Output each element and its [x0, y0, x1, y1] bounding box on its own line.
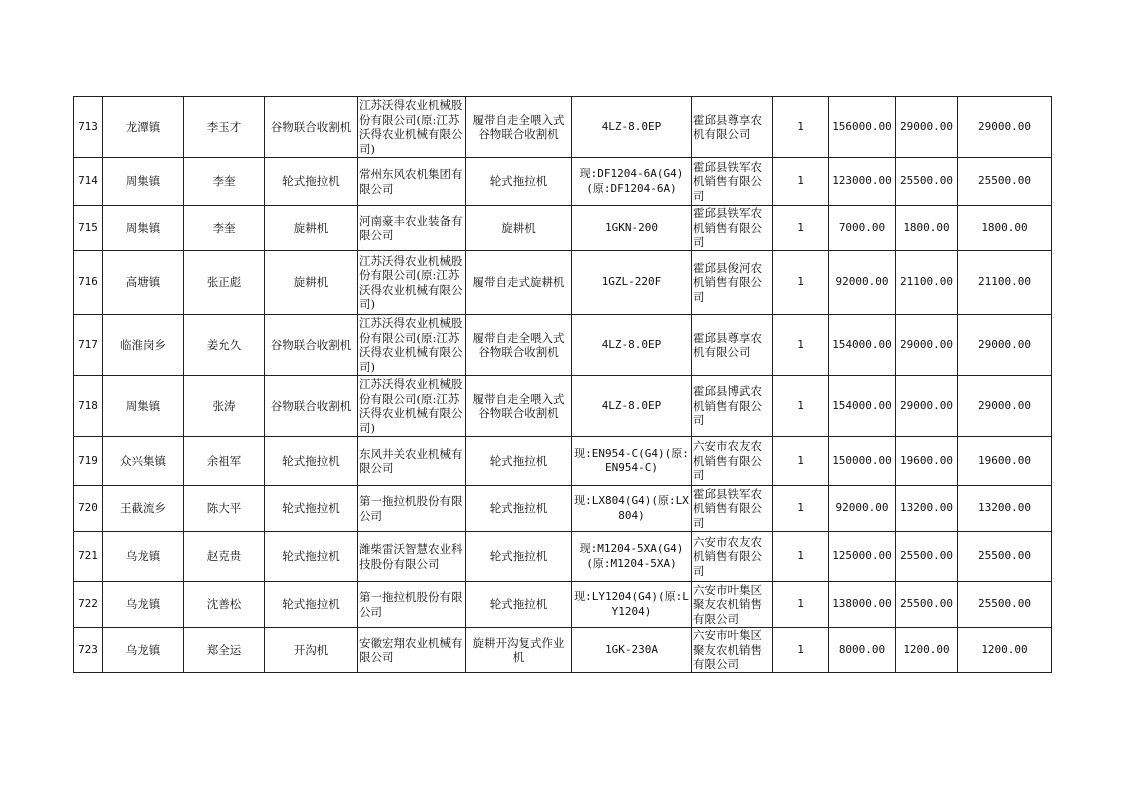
- product-name-cell: 轮式拖拉机: [466, 437, 572, 486]
- dealer-cell: 霍邱县铁军农机销售有限公司: [692, 206, 773, 251]
- product-name-cell: 轮式拖拉机: [466, 158, 572, 206]
- price-cell: 154000.00: [829, 376, 896, 437]
- buyer-cell: 郑全运: [184, 628, 265, 673]
- subsidy-cell: 1200.00: [896, 628, 958, 673]
- table-row: [74, 582, 1052, 628]
- row-number: 720: [74, 486, 103, 532]
- table-row: [74, 97, 1052, 158]
- model-cell: 现:DF1204-6A(G4)(原:DF1204-6A): [572, 158, 692, 206]
- subsidy-cell: 21100.00: [896, 251, 958, 315]
- row-number: 716: [74, 251, 103, 315]
- buyer-cell: 姜允久: [184, 315, 265, 376]
- table-row: [74, 532, 1052, 582]
- category-cell: 轮式拖拉机: [265, 437, 358, 486]
- total-subsidy-cell: 1200.00: [958, 628, 1052, 673]
- buyer-cell: 余祖军: [184, 437, 265, 486]
- row-number: 721: [74, 532, 103, 582]
- subsidy-cell: 1800.00: [896, 206, 958, 251]
- table-row: [74, 437, 1052, 486]
- total-subsidy-cell: 29000.00: [958, 376, 1052, 437]
- quantity-cell: 1: [773, 376, 829, 437]
- buyer-cell: 赵克贵: [184, 532, 265, 582]
- price-cell: 92000.00: [829, 486, 896, 532]
- town-cell: 王截流乡: [103, 486, 184, 532]
- buyer-cell: 李奎: [184, 206, 265, 251]
- price-cell: 154000.00: [829, 315, 896, 376]
- category-cell: 轮式拖拉机: [265, 486, 358, 532]
- table-row: [74, 628, 1052, 673]
- manufacturer-cell: 安徽宏翔农业机械有限公司: [358, 628, 466, 673]
- price-cell: 138000.00: [829, 582, 896, 628]
- manufacturer-cell: 东风井关农业机械有限公司: [358, 437, 466, 486]
- model-cell: 4LZ-8.0EP: [572, 376, 692, 437]
- total-subsidy-cell: 13200.00: [958, 486, 1052, 532]
- table-row: [74, 315, 1052, 376]
- subsidy-cell: 25500.00: [896, 582, 958, 628]
- total-subsidy-cell: 25500.00: [958, 532, 1052, 582]
- subsidy-cell: 25500.00: [896, 532, 958, 582]
- subsidy-cell: 29000.00: [896, 97, 958, 158]
- subsidy-table: [73, 96, 1052, 673]
- manufacturer-cell: 潍柴雷沃智慧农业科技股份有限公司: [358, 532, 466, 582]
- quantity-cell: 1: [773, 158, 829, 206]
- product-name-cell: 轮式拖拉机: [466, 532, 572, 582]
- row-number: 715: [74, 206, 103, 251]
- subsidy-cell: 19600.00: [896, 437, 958, 486]
- price-cell: 7000.00: [829, 206, 896, 251]
- category-cell: 开沟机: [265, 628, 358, 673]
- town-cell: 临淮岗乡: [103, 315, 184, 376]
- product-name-cell: 轮式拖拉机: [466, 582, 572, 628]
- manufacturer-cell: 江苏沃得农业机械股份有限公司(原:江苏沃得农业机械有限公司): [358, 97, 466, 158]
- price-cell: 123000.00: [829, 158, 896, 206]
- model-cell: 现:M1204-5XA(G4)(原:M1204-5XA): [572, 532, 692, 582]
- price-cell: 125000.00: [829, 532, 896, 582]
- manufacturer-cell: 第一拖拉机股份有限公司: [358, 582, 466, 628]
- dealer-cell: 霍邱县尊享农机有限公司: [692, 315, 773, 376]
- model-cell: 4LZ-8.0EP: [572, 97, 692, 158]
- subsidy-cell: 13200.00: [896, 486, 958, 532]
- buyer-cell: 陈大平: [184, 486, 265, 532]
- town-cell: 乌龙镇: [103, 582, 184, 628]
- product-name-cell: 旋耕开沟复式作业机: [466, 628, 572, 673]
- manufacturer-cell: 江苏沃得农业机械股份有限公司(原:江苏沃得农业机械有限公司): [358, 315, 466, 376]
- price-cell: 150000.00: [829, 437, 896, 486]
- dealer-cell: 六安市农友农机销售有限公司: [692, 437, 773, 486]
- model-cell: 1GK-230A: [572, 628, 692, 673]
- buyer-cell: 李玉才: [184, 97, 265, 158]
- row-number: 713: [74, 97, 103, 158]
- row-number: 717: [74, 315, 103, 376]
- dealer-cell: 霍邱县博武农机销售有限公司: [692, 376, 773, 437]
- buyer-cell: 沈善松: [184, 582, 265, 628]
- model-cell: 1GKN-200: [572, 206, 692, 251]
- price-cell: 8000.00: [829, 628, 896, 673]
- category-cell: 轮式拖拉机: [265, 532, 358, 582]
- total-subsidy-cell: 29000.00: [958, 97, 1052, 158]
- product-name-cell: 履带自走式旋耕机: [466, 251, 572, 315]
- quantity-cell: 1: [773, 628, 829, 673]
- buyer-cell: 张正彪: [184, 251, 265, 315]
- manufacturer-cell: 第一拖拉机股份有限公司: [358, 486, 466, 532]
- row-number: 723: [74, 628, 103, 673]
- quantity-cell: 1: [773, 206, 829, 251]
- category-cell: 谷物联合收割机: [265, 376, 358, 437]
- subsidy-cell: 29000.00: [896, 376, 958, 437]
- dealer-cell: 六安市叶集区聚友农机销售有限公司: [692, 582, 773, 628]
- manufacturer-cell: 河南豪丰农业装备有限公司: [358, 206, 466, 251]
- dealer-cell: 霍邱县铁军农机销售有限公司: [692, 158, 773, 206]
- dealer-cell: 六安市叶集区聚友农机销售有限公司: [692, 628, 773, 673]
- total-subsidy-cell: 1800.00: [958, 206, 1052, 251]
- model-cell: 4LZ-8.0EP: [572, 315, 692, 376]
- product-name-cell: 履带自走全喂入式谷物联合收割机: [466, 97, 572, 158]
- quantity-cell: 1: [773, 532, 829, 582]
- manufacturer-cell: 江苏沃得农业机械股份有限公司(原:江苏沃得农业机械有限公司): [358, 376, 466, 437]
- buyer-cell: 李奎: [184, 158, 265, 206]
- subsidy-cell: 29000.00: [896, 315, 958, 376]
- product-name-cell: 轮式拖拉机: [466, 486, 572, 532]
- town-cell: 乌龙镇: [103, 628, 184, 673]
- table-row: [74, 376, 1052, 437]
- town-cell: 高塘镇: [103, 251, 184, 315]
- quantity-cell: 1: [773, 251, 829, 315]
- row-number: 722: [74, 582, 103, 628]
- price-cell: 92000.00: [829, 251, 896, 315]
- town-cell: 周集镇: [103, 376, 184, 437]
- model-cell: 1GZL-220F: [572, 251, 692, 315]
- dealer-cell: 六安市农友农机销售有限公司: [692, 532, 773, 582]
- model-cell: 现:LY1204(G4)(原:LY1204): [572, 582, 692, 628]
- quantity-cell: 1: [773, 486, 829, 532]
- manufacturer-cell: 江苏沃得农业机械股份有限公司(原:江苏沃得农业机械有限公司): [358, 251, 466, 315]
- total-subsidy-cell: 21100.00: [958, 251, 1052, 315]
- category-cell: 轮式拖拉机: [265, 582, 358, 628]
- table-row: [74, 486, 1052, 532]
- price-cell: 156000.00: [829, 97, 896, 158]
- category-cell: 谷物联合收割机: [265, 315, 358, 376]
- town-cell: 龙潭镇: [103, 97, 184, 158]
- table-row: [74, 206, 1052, 251]
- category-cell: 旋耕机: [265, 206, 358, 251]
- row-number: 719: [74, 437, 103, 486]
- town-cell: 乌龙镇: [103, 532, 184, 582]
- product-name-cell: 履带自走全喂入式谷物联合收割机: [466, 315, 572, 376]
- total-subsidy-cell: 19600.00: [958, 437, 1052, 486]
- product-name-cell: 履带自走全喂入式谷物联合收割机: [466, 376, 572, 437]
- category-cell: 轮式拖拉机: [265, 158, 358, 206]
- town-cell: 周集镇: [103, 158, 184, 206]
- buyer-cell: 张涛: [184, 376, 265, 437]
- town-cell: 周集镇: [103, 206, 184, 251]
- dealer-cell: 霍邱县铁军农机销售有限公司: [692, 486, 773, 532]
- table-row: [74, 251, 1052, 315]
- category-cell: 谷物联合收割机: [265, 97, 358, 158]
- model-cell: 现:EN954-C(G4)(原:EN954-C): [572, 437, 692, 486]
- quantity-cell: 1: [773, 582, 829, 628]
- town-cell: 众兴集镇: [103, 437, 184, 486]
- total-subsidy-cell: 29000.00: [958, 315, 1052, 376]
- category-cell: 旋耕机: [265, 251, 358, 315]
- quantity-cell: 1: [773, 315, 829, 376]
- row-number: 718: [74, 376, 103, 437]
- total-subsidy-cell: 25500.00: [958, 582, 1052, 628]
- row-number: 714: [74, 158, 103, 206]
- quantity-cell: 1: [773, 437, 829, 486]
- table-row: [74, 158, 1052, 206]
- manufacturer-cell: 常州东风农机集团有限公司: [358, 158, 466, 206]
- product-name-cell: 旋耕机: [466, 206, 572, 251]
- table-body: [74, 97, 1052, 673]
- total-subsidy-cell: 25500.00: [958, 158, 1052, 206]
- model-cell: 现:LX804(G4)(原:LX804): [572, 486, 692, 532]
- quantity-cell: 1: [773, 97, 829, 158]
- dealer-cell: 霍邱县俊河农机销售有限公司: [692, 251, 773, 315]
- subsidy-cell: 25500.00: [896, 158, 958, 206]
- dealer-cell: 霍邱县尊享农机有限公司: [692, 97, 773, 158]
